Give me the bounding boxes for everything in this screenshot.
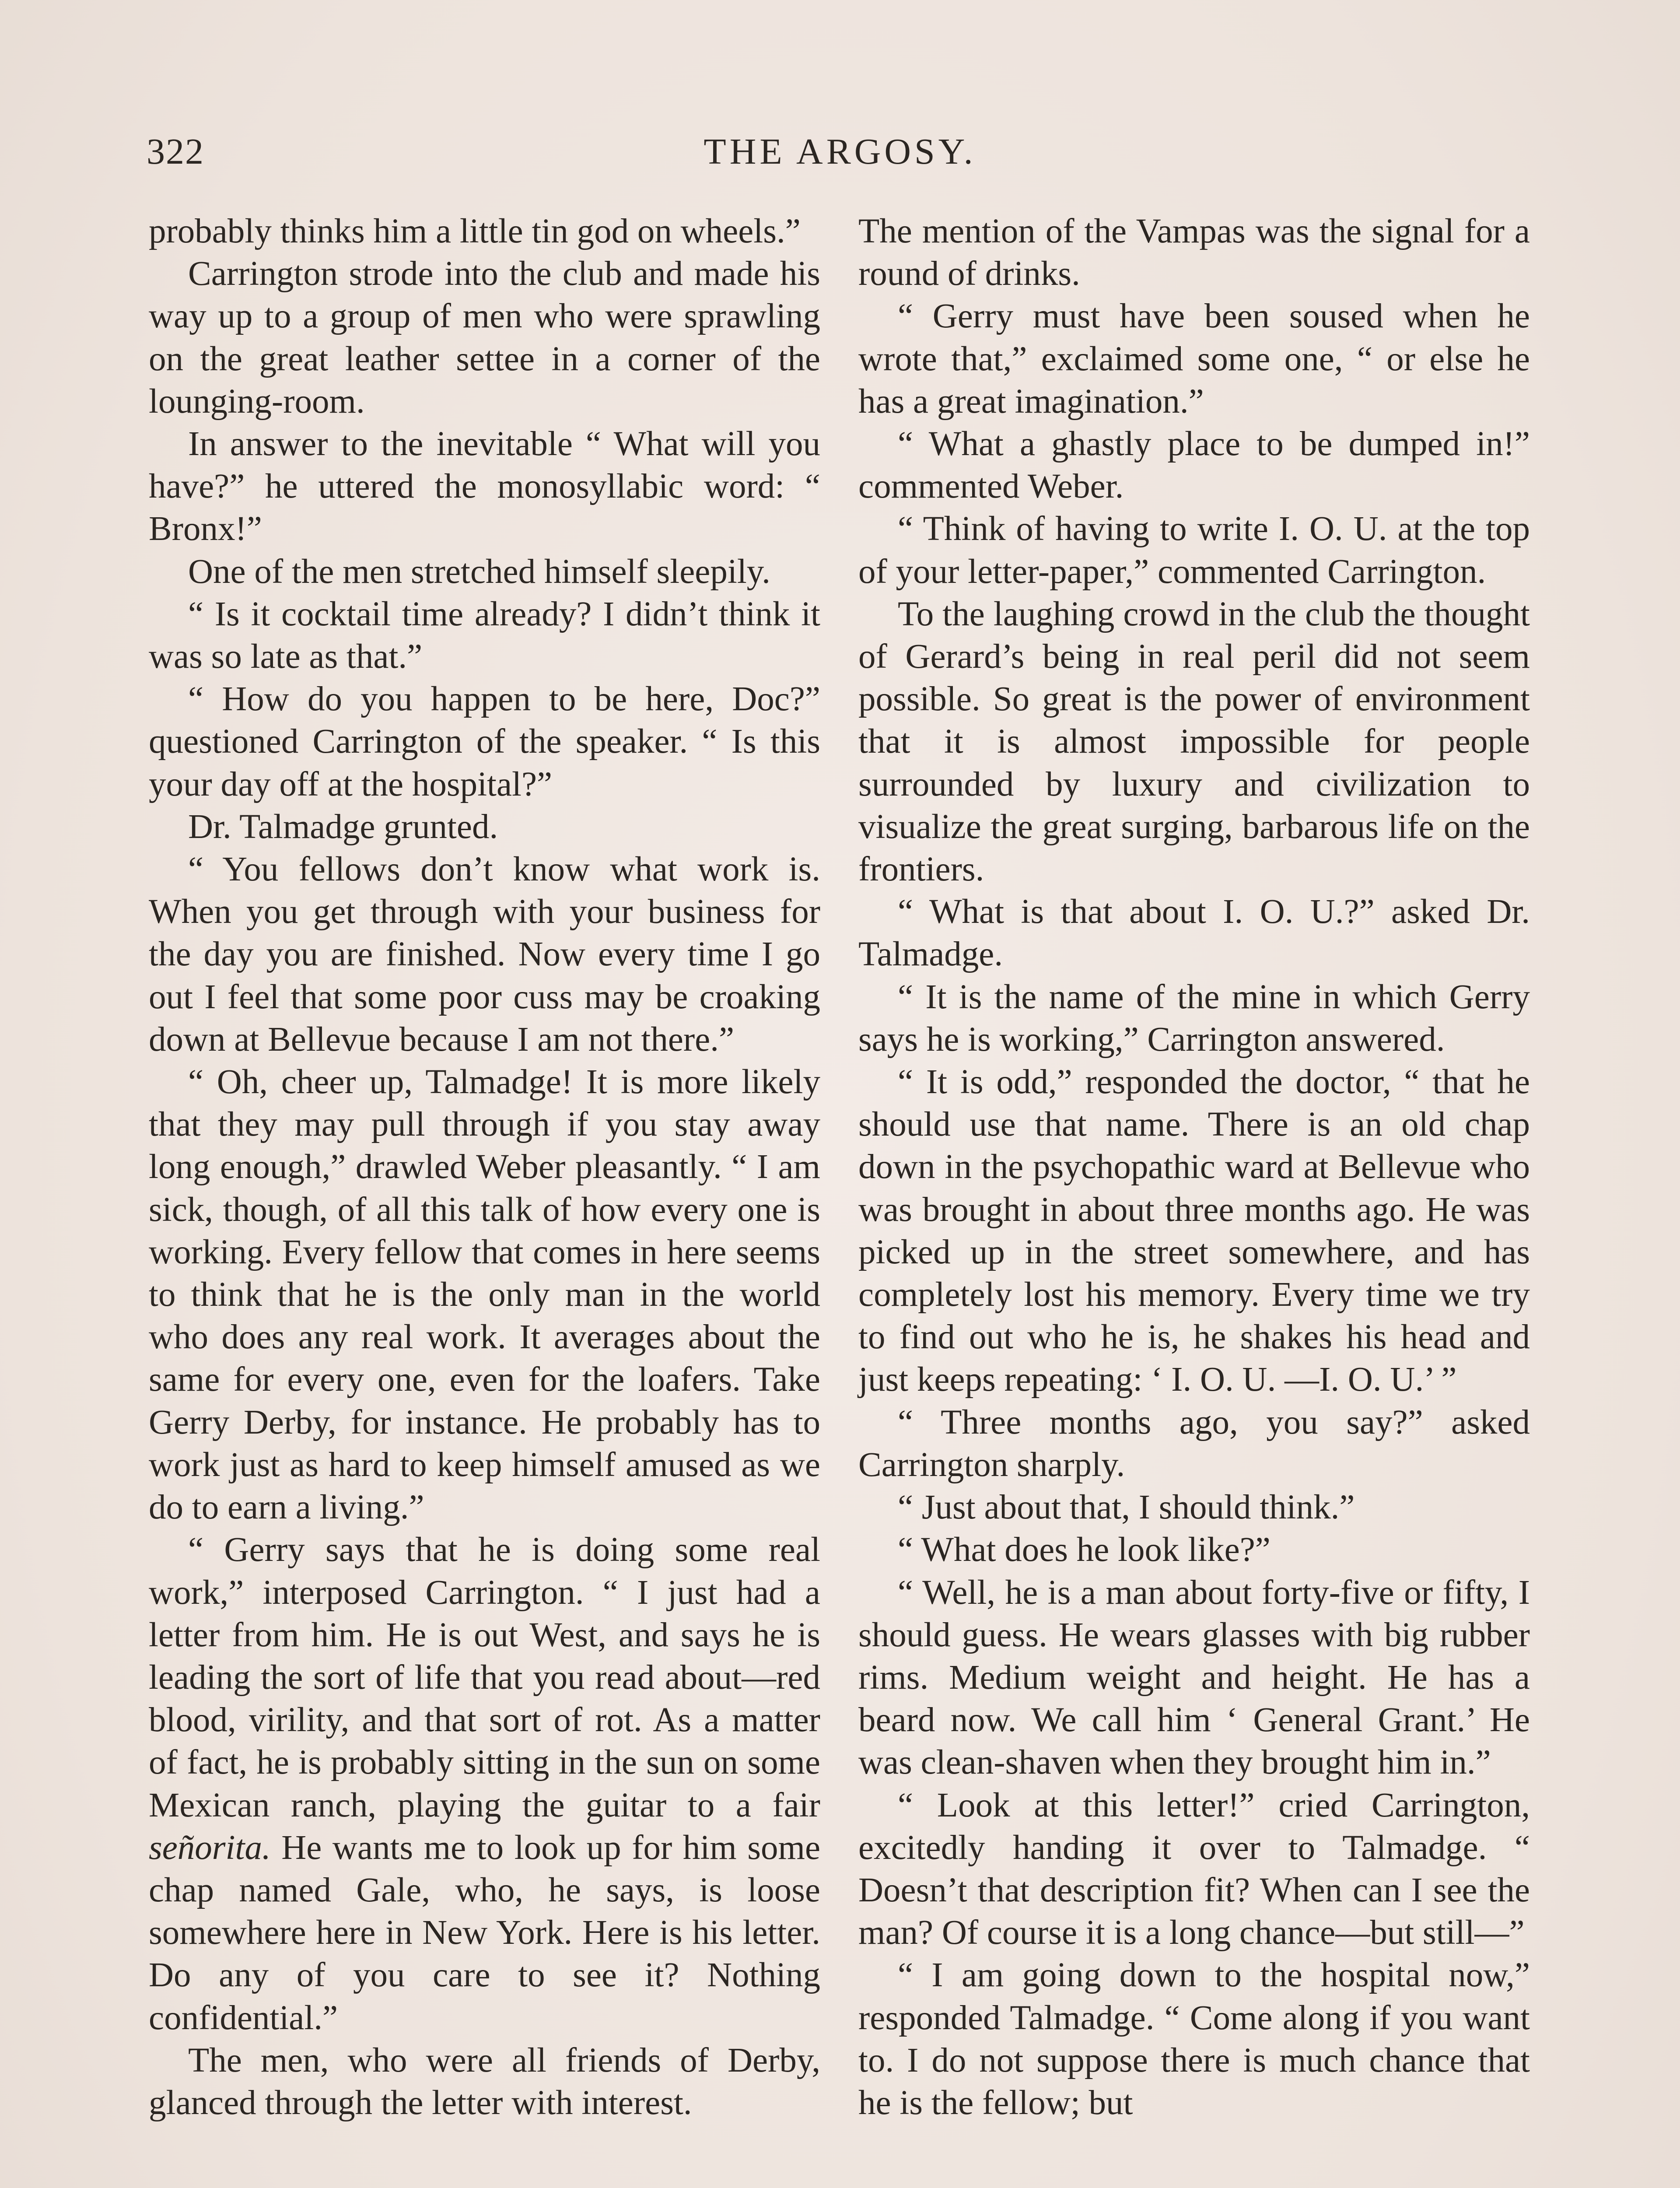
paragraph: “ What does he look like?” <box>898 1531 1270 1569</box>
paragraph: probably thinks him a little tin god on wheels.” <box>149 212 801 250</box>
paragraph: To the laughing crowd in the club the thought of Gerard’s being in real peril did not seem possible. So great is the power of environment that it is almost impossible for people surrounded by luxury and civilization to visualize the great surging, barbarous life on the frontiers. <box>858 595 1530 889</box>
paragraph: “ Well, he is a man about forty-five or fifty, I should guess. He wears glasses with big rubber rims. Medium weight and height. He has a beard now. We call him ‘ General Grant.’ He was clean-shaven when they brought him in.” <box>858 1573 1530 1782</box>
paragraph: “ Is it cocktail time already? I didn’t think it was so late as that.” <box>149 595 820 676</box>
paragraph: The mention of the Vampas was the signal for a round of drinks. <box>858 212 1530 293</box>
paragraph: “ Three months ago, you say?” asked Carrington sharply. <box>858 1403 1530 1484</box>
left-column <box>149 210 820 2188</box>
paragraph: “ Gerry must have been soused when he wrote that,” exclaimed some one, “ or else he has a great imagination.” <box>858 297 1530 421</box>
paragraph: Carrington strode into the club and made his way up to a group of men who were sprawling on the great leather settee in a corner of the lounging-room. <box>149 255 820 421</box>
right-column <box>858 210 1530 2188</box>
paragraph: “ What a ghastly place to be dumped in!” commented Weber. <box>858 425 1530 506</box>
paragraph <box>149 1529 820 2039</box>
paragraph: “ Oh, cheer up, Talmadge! It is more likely that they may pull through if you stay away long enough,” drawled Weber pleasantly. “ I am sick, though, of all this talk of how every one is working. Every fellow that comes in here seems to think that he is the only man in the world who does any real work. It averages about the same for every one, even for the loafers. Take Gerry Derby, for instance. He probably has to work just as hard to keep himself amused as we do to earn a living.” <box>149 1063 820 1527</box>
paragraph-text: He wants me to look up for him some chap named Gale, who, he says, is loose somewhere here in New York. Here is his letter. Do any of you care to see it? Nothing confidential.” <box>149 1828 821 2037</box>
paragraph: “ Look at this letter!” cried Carrington, excitedly handing it over to Talmadge. “ Doesn’t that description fit? When can I see the man? Of course it is a long chance—but still—” <box>858 1786 1530 1952</box>
paragraph-text: “ Gerry says that he is doing some real work,” interposed Carrington. “ I just had a letter from him. He is out West, and says he is leading the sort of life that you read about—red blood, virility, and that sort of rot. As a matter of fact, he is probably sitting in the sun on some Mexican ranch, playing the guitar to a fair <box>149 1531 820 1824</box>
paragraph: “ You fellows don’t know what work is. When you get through with your business for the day you are finished. Now every time I go out I feel that some poor cuss may be croaking down at Bellevue because I am not there.” <box>149 850 820 1059</box>
paragraph: “ It is odd,” responded the doctor, “ that he should use that name. There is an old chap down in the psychopathic ward at Bellevue who was brought in about three months ago. He was picked up in the street somewhere, and has completely lost his memory. Every time we try to find out who he is, he shakes his head and just keeps repeating: ‘ I. O. U. —I. O. U.’ ” <box>858 1063 1530 1399</box>
paragraph: Dr. Talmadge grunted. <box>188 807 498 846</box>
italic-word: señorita. <box>149 1828 271 1867</box>
page-header <box>147 130 1533 179</box>
paragraph: “ Think of having to write I. O. U. at the top of your letter-paper,” commented Carrington. <box>858 510 1530 591</box>
paragraph: The men, who were all friends of Derby, glanced through the letter with interest. <box>149 2041 820 2122</box>
paragraph: “ I am going down to the hospital now,” responded Talmadge. “ Come along if you want to. I do not suppose there is much chance that he is the fellow; but <box>858 1956 1530 2122</box>
paragraph: In answer to the inevitable “ What will you have?” he uttered the monosyllabic word: “ Bronx!” <box>149 425 820 548</box>
running-title: THE ARGOSY. <box>704 131 976 172</box>
paragraph: “ What is that about I. O. U.?” asked Dr. Talmadge. <box>858 893 1530 974</box>
page-number: 322 <box>147 131 204 172</box>
paragraph: “ Just about that, I should think.” <box>898 1488 1355 1527</box>
paragraph: “ How do you happen to be here, Doc?” questioned Carrington of the speaker. “ Is this your day off at the hospital?” <box>149 680 820 803</box>
paragraph: “ It is the name of the mine in which Gerry says he is working,” Carrington answered. <box>858 978 1530 1059</box>
paragraph: One of the men stretched himself sleepily. <box>188 552 770 591</box>
